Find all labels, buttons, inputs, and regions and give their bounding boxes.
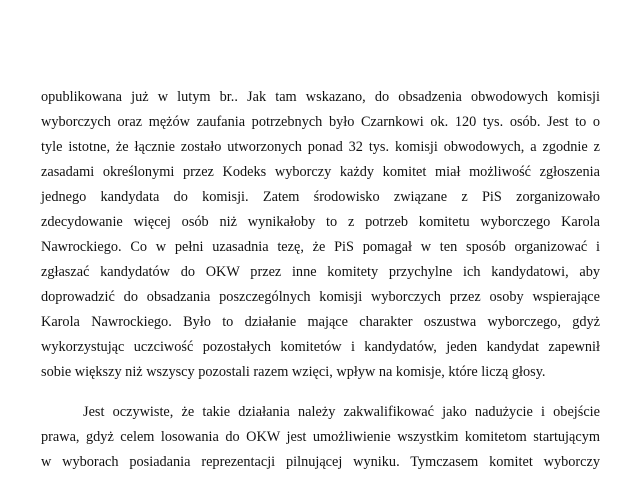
paragraph-line: w wyborach posiadania reprezentacji pilnującej wyniku. Tymczasem komitet wyborczy bbox=[41, 454, 600, 470]
paragraph-line: Jest oczywiste, że takie działania należy zakwalifikować jako nadużycie i obejście bbox=[83, 404, 600, 420]
paragraph-line: jednego kandydata do komisji. Zatem środowisko związane z PiS zorganizowało bbox=[41, 189, 600, 205]
paragraph-line: zdecydowanie więcej osób niż wynikałoby to z potrzeb komitetu wyborczego Karola bbox=[41, 214, 600, 230]
paragraph-line: Karola Nawrockiego. Było to działanie mające charakter oszustwa wyborczego, gdyż bbox=[41, 314, 600, 330]
paragraph-line: zasadami określonymi przez Kodeks wyborczy każdy komitet miał możliwość zgłoszenia bbox=[41, 164, 600, 180]
paragraph-line: opublikowana już w lutym br.. Jak tam wskazano, do obsadzenia obwodowych komisji bbox=[41, 89, 600, 105]
paragraph-line: tyle istotne, że łącznie zostało utworzonych ponad 32 tys. komisji obwodowych, a zgodnie z bbox=[41, 139, 600, 155]
paragraph-line: prawa, gdyż celem losowania do OKW jest umożliwienie wszystkim komitetom startującym bbox=[41, 429, 600, 445]
paragraph-line: zgłaszać kandydatów do OKW przez inne komitety przychylne ich kandydatowi, aby bbox=[41, 264, 600, 280]
paragraph-line: Nawrockiego. Co w pełni uzasadnia tezę, że PiS pomagał w ten sposób organizować i bbox=[41, 239, 600, 255]
paragraph-line: doprowadzić do obsadzania poszczególnych komisji wyborczych przez osoby wspierające bbox=[41, 289, 600, 305]
paragraph-line: wykorzystując uczciwość pozostałych komitetów i kandydatów, jeden kandydat zapewnił bbox=[41, 339, 600, 355]
paragraph-line: wyborczych oraz mężów zaufania potrzebnych było Czarnkowi ok. 120 tys. osób. Jest to o bbox=[41, 114, 600, 130]
paragraph-line: sobie większy niż wszyscy pozostali razem wzięci, wpływ na komisje, które liczą głosy. bbox=[41, 364, 546, 380]
